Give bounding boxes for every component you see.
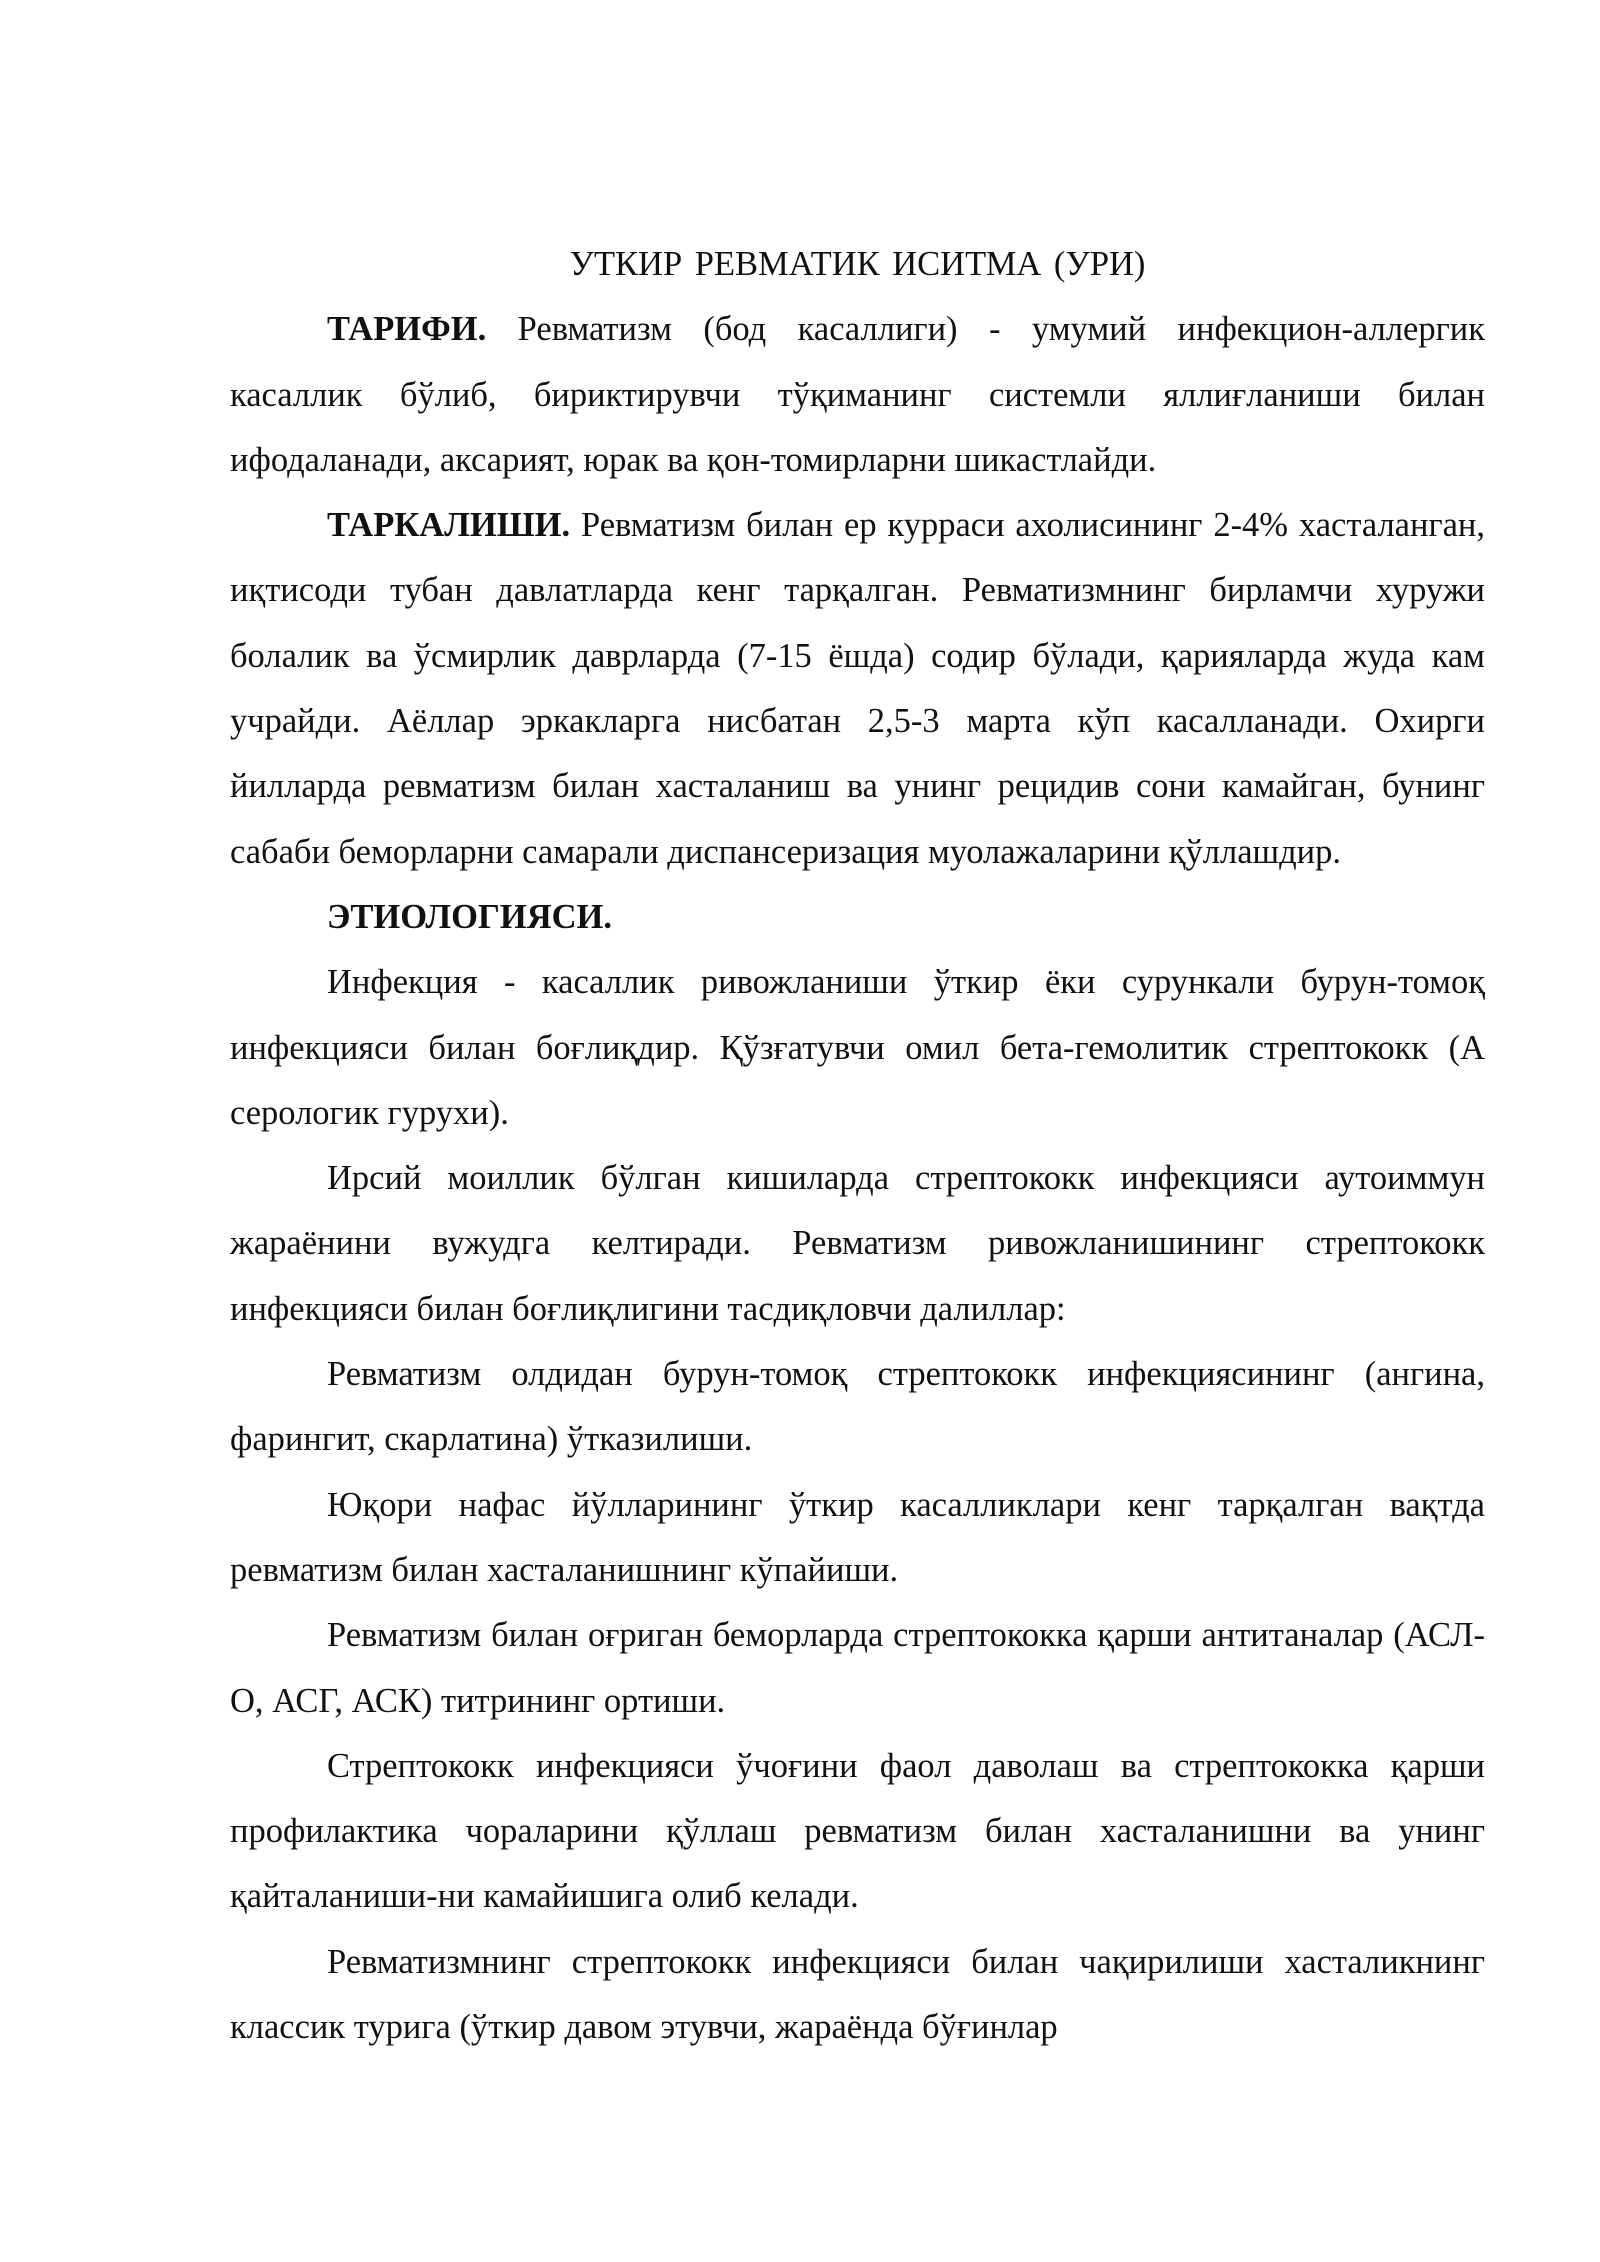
etiology-paragraph-evidence-3: Ревматизм билан оғриган беморларда стрептококка қарши антитаналар (АСЛ-О, АСГ, АСК) титрининг ортиши. bbox=[230, 1616, 1485, 1720]
etiology-paragraph-evidence-4: Стрептококк инфекцияси ўчоғини фаол даволаш ва стрептококка қарши профилактика чораларини қўллаш ревматизм билан хасталанишни ва унинг қайталаниши-ни камайишига олиб келади. bbox=[230, 1746, 1485, 1916]
etiology-paragraph-heredity: Ирсий моиллик бўлган кишиларда стрептококк инфекцияси аутоиммун жараёнини вужудга келтиради. Ревматизм ривожланишининг стрептококк инфекцияси билан боғлиқлигини тасдиқловчи далиллар: bbox=[230, 1159, 1485, 1328]
document-title: УТКИР РЕВМАТИК ИСИТМА (УРИ) bbox=[569, 245, 1146, 283]
definition-heading: ТАРИФИ. bbox=[327, 310, 487, 349]
prevalence-heading: ТАРКАЛИШИ. bbox=[327, 506, 571, 545]
etiology-paragraph-classic-form: Ревматизмнинг стрептококк инфекцияси билан чақирилиши хасталикнинг классик турига (ўткир давом этувчи, жараёнда бўғинлар bbox=[230, 1942, 1485, 2047]
definition-paragraph bbox=[230, 297, 1485, 493]
definition-text: Ревматизм (бод касаллиги) - умумий инфекцион-аллергик касаллик бўлиб, бириктирувчи тўқиманинг системли яллиғланиши билан ифодаланади, аксарият, юрак ва қон-томирларни шикастлайди. bbox=[230, 310, 1485, 479]
etiology-paragraph-infection: Инфекция - касаллик ривожланиши ўткир ёки сурункали бурун-томоқ инфекцияси билан боғлиқдир. Қўзғатувчи омил бета-гемолитик стрептококк (А серологик гурухи). bbox=[230, 963, 1485, 1132]
prevalence-text: Ревматизм билан ер курраси ахолисининг 2-4% хасталанган, иқтисоди тубан давлатларда кенг тарқалган. Ревматизмнинг бирламчи хуружи болалик ва ўсмирлик даврларда (7-15 ёшда) содир бўлади, қарияларда жуда кам учрайди. Аёллар эркакларга нисбатан 2,5-3 марта кўп касалланади. Охирги йилларда ревматизм билан хасталаниш ва унинг рецидив сони камайган, бунинг сабаби беморларни самарали диспансеризация муолажаларини қўллашдир. bbox=[230, 506, 1485, 871]
prevalence-paragraph bbox=[230, 493, 1485, 885]
document-page bbox=[230, 232, 1485, 2060]
etiology-paragraph-evidence-1: Ревматизм олдидан бурун-томоқ стрептококк инфекциясининг (ангина, фарингит, скарлатина) ўтказилиши. bbox=[230, 1355, 1485, 1459]
etiology-heading: ЭТИОЛОГИЯСИ. bbox=[327, 897, 612, 936]
etiology-paragraph-evidence-2: Юқори нафас йўлларининг ўткир касалликлари кенг тарқалган вақтда ревматизм билан хасталанишнинг кўпайиши. bbox=[230, 1485, 1485, 1589]
